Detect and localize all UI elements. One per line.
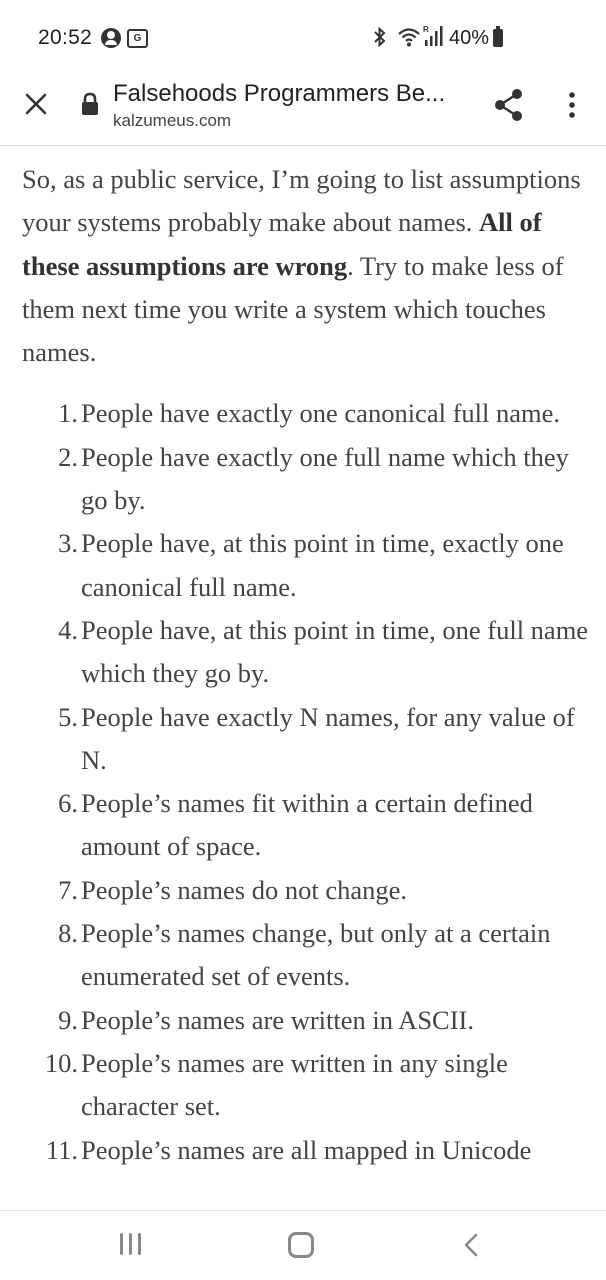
- share-icon[interactable]: [493, 88, 525, 122]
- list-item-number: 10.: [44, 1047, 78, 1078]
- list-item-number: 2.: [58, 441, 78, 472]
- navigation-bar: [0, 1210, 606, 1280]
- page-title: Falsehoods Programmers Be...: [113, 80, 446, 107]
- google-translate-icon: G: [127, 29, 148, 48]
- battery-icon: [493, 29, 503, 47]
- custom-tab-toolbar: [0, 72, 606, 146]
- list-item: [22, 392, 592, 435]
- list-item-text: People’s names are written in ASCII.: [81, 1004, 475, 1035]
- list-item-text: People have exactly one full name which they go by.: [81, 441, 569, 516]
- list-item-number: 5.: [58, 701, 78, 732]
- list-item-text: People’s names do not change.: [81, 874, 408, 905]
- list-item-text: People have exactly N names, for any value of N.: [81, 701, 575, 775]
- list-item-text: People have, at this point in time, exactly one canonical full name.: [81, 528, 564, 602]
- more-options-icon[interactable]: [560, 90, 584, 120]
- bluetooth-icon: [372, 26, 388, 48]
- status-time: 20:52: [38, 26, 93, 49]
- list-item-number: 3.: [58, 528, 78, 559]
- list-item: [22, 999, 592, 1042]
- list-item-text: People’s names are written in any single character set.: [81, 1047, 508, 1122]
- wifi-icon: [397, 26, 421, 48]
- list-item-number: 8.: [58, 918, 78, 949]
- page-url: kalzumeus.com: [113, 111, 232, 130]
- svg-text:R: R: [423, 25, 429, 34]
- intro-text-end: . Try to make less of them next time you write a system which touches names.: [22, 250, 564, 368]
- intro-paragraph: [22, 158, 592, 374]
- list-item: [22, 1042, 592, 1129]
- intro-bold-text: All of these assumptions are wrong: [22, 207, 542, 281]
- close-icon[interactable]: [22, 90, 50, 118]
- signal-icon: [422, 24, 444, 48]
- list-item: [22, 782, 592, 869]
- article-content: [22, 158, 592, 1172]
- list-item-text: People have exactly one canonical full name.: [81, 398, 561, 429]
- list-item: [22, 869, 592, 912]
- list-item-text: People have, at this point in time, one full name which they go by.: [81, 614, 589, 689]
- list-item-number: 4.: [58, 614, 78, 645]
- battery-percentage: 40%: [449, 27, 490, 49]
- back-icon[interactable]: [458, 1231, 486, 1259]
- list-item: [22, 1129, 592, 1172]
- falsehoods-list: [22, 392, 592, 1171]
- list-item: [22, 912, 592, 999]
- list-item-number: 7.: [58, 874, 78, 905]
- recents-icon[interactable]: [118, 1233, 144, 1257]
- list-item: [22, 522, 592, 609]
- list-item-text: People’s names fit within a certain defined amount of space.: [81, 788, 533, 862]
- list-item-number: 1.: [58, 398, 78, 429]
- list-item: [22, 436, 592, 523]
- lock-icon[interactable]: [80, 92, 100, 116]
- home-icon[interactable]: [288, 1232, 314, 1258]
- status-bar: [0, 0, 606, 72]
- list-item: [22, 696, 592, 783]
- list-item-number: 9.: [58, 1004, 78, 1035]
- intro-text-start: So, as a public service, I’m going to list assumptions your systems probably make about names.: [22, 164, 581, 238]
- list-item-text: People’s names are all mapped in Unicode: [81, 1134, 532, 1165]
- list-item-number: 11.: [45, 1134, 78, 1165]
- list-item: [22, 609, 592, 696]
- account-circle-icon: [101, 28, 121, 48]
- list-item-text: People’s names change, but only at a certain enumerated set of events.: [81, 918, 551, 992]
- list-item-number: 6.: [58, 788, 78, 819]
